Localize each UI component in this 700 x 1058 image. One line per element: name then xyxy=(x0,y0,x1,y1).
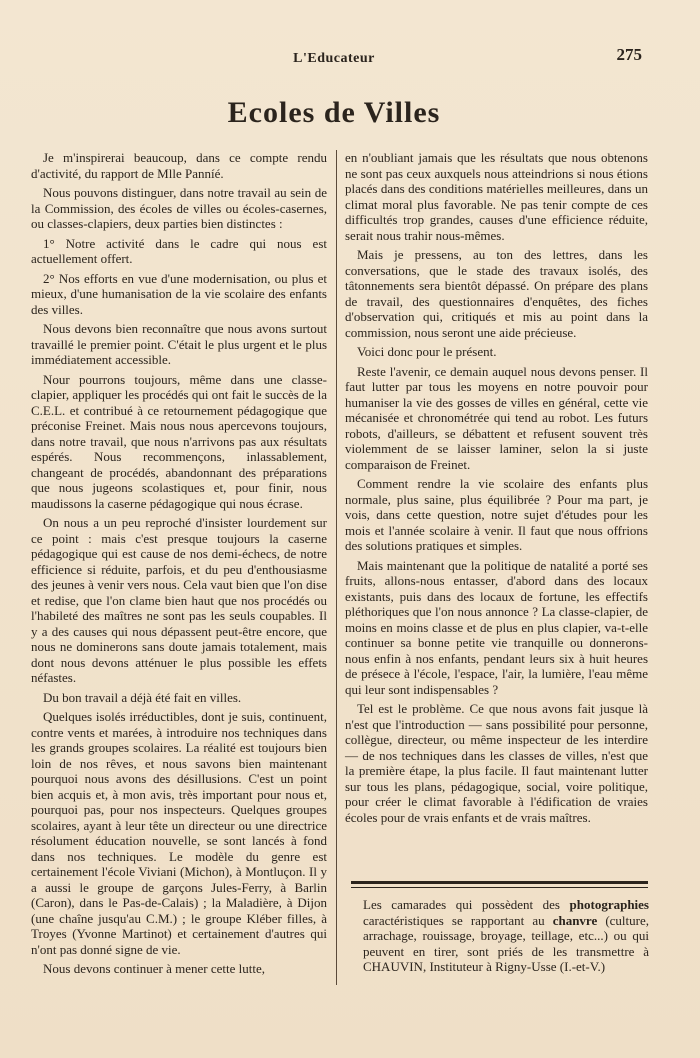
notice-box xyxy=(363,897,649,975)
paragraph: Nous devons continuer à mener cette lutte, xyxy=(43,961,266,976)
notice-text xyxy=(363,897,649,975)
paragraph: Nous devons bien reconnaître que nous avons surtout travaillé le premier point. C'était le plus urgent et le plus immédiatement accessible. xyxy=(31,321,327,367)
notice-text-part: Les camarades qui possèdent des xyxy=(363,897,570,912)
paragraph: 1° Notre activité dans le cadre qui nous est actuellement offert. xyxy=(31,235,327,266)
paragraph: Je m'inspirerai beaucoup, dans ce compte rendu d'activité, du rapport de Mlle Panníé. xyxy=(31,150,327,181)
paragraph: 2° Nos efforts en vue d'une modernisation, ou plus et mieux, d'une humanisation de la vie scolaire des enfants des villes. xyxy=(31,270,327,317)
paragraph: Quelques isolés irréductibles, dont je suis, continuent, contre vents et marées, à introduire nos techniques dans les grands groupes scolaires. La réalité est toujours bien loin de nos rêves, et nous savons bien maintenant pourquoi nous avons des désillusions. C'est un point bien acquis et, à mon avis, très important pour nous et, pourquoi pas, pour nos inspecteurs. Quelques groupes scolaires, ayant à leur tête un directeur ou une directrice résolument éducation nouvelle, se sont lancés à fond dans nos techniques. Le modèle du genre est certainement l'école Viviani (Michon), à Montluçon. Il y a aussi le groupe de garçons Jules-Ferry, à Barlin (Caron), dans le Pas-de-Calais) ; la Maladière, à Dijon (une chaîne jusqu'au C.M.) ; le groupe Kléber filles, à Troyes (Yvonne Martinot) et certainement d'autres qui n'ont pas donné signe de vie. xyxy=(31,709,327,957)
paragraph: Comment rendre la vie scolaire des enfants plus normale, plus saine, plus équilibrée ? Pour ma part, je vois, dans cette question, notre sujet d'études pour les mois et l'année scolaire à venir. Il faut que nous offrions des solutions pratiques et simples. xyxy=(345,476,648,553)
left-column xyxy=(31,150,327,981)
notice-text-part: caractéristiques se rapportant au xyxy=(363,912,553,928)
column-divider xyxy=(336,150,337,985)
paragraph: Du bon travail a déjà été fait en villes. xyxy=(43,689,242,705)
paragraph: en n'oubliant jamais que les résultats que nous obtenons ne sont pas ceux auxquels nous atteindrions si nous étions placés dans des conditions matérielles meilleures, dans un climat moral plus favorable. Ne pas tenir compte de ces difficultés trop grandes, causes d'une efficience réduite, serait nous trahir nous-mêmes. xyxy=(345,150,648,243)
notice-highlight: photographies xyxy=(569,897,649,912)
notice-rule-thick xyxy=(351,881,648,884)
paragraph: Mais je pressens, au ton des lettres, dans les conversations, que le stade des travaux isolés, des tâtonnements sera bientôt dépassé. On prépare des plans de travail, des questionnaires d'enquêtes, des fiches d'observation qui, critiqués et mis au point dans la commission, nous seront une aide précieuse. xyxy=(345,247,648,340)
notice-highlight: chanvre xyxy=(552,912,598,928)
page-number: 275 xyxy=(616,45,642,64)
paragraph: Reste l'avenir, ce demain auquel nous devons penser. Il faut lutter par tous les moyens en notre pouvoir pour humaniser la vie des gosses de villes en général, cette vie mécanisée et chronométrée qui tend au robot. Les futurs robots, d'ailleurs, se débattent et refusent souvent très violemment de se laisser laminer, selon la si juste comparaison de Freinet. xyxy=(345,363,648,472)
paragraph: Voici donc pour le présent. xyxy=(357,344,497,359)
notice-rule-thin xyxy=(351,887,648,888)
paragraph: Mais maintenant que la politique de natalité a porté ses fruits, allons-nous entasser, d'abord dans des locaux existants, puis dans des locaux de fortune, les effectifs pléthoriques que l'on nous annonce ? La classe-clapier, de moins en moins classe et de plus en plus clapier, va-t-elle continuer sa bonne petite vie tranquille ou donnerons-nous enfin à nos enfants, pendant leurs six à huit heures de présece à l'école, l'espace, l'air, la lumière, l'eau même qui leur sont indispensables ? xyxy=(345,557,648,697)
right-column xyxy=(345,150,648,829)
paragraph: Tel est le problème. Ce que nous avons fait jusque là n'est que l'introduction — sans possibilité pour personne, collègue, directeur, ou même inspecteur de les interdire — de nos techniques dans les classes de villes, n'est que la première étape, la plus facile. Il faut maintenant lutter sur tous les plans, pédagogique, social, voire politique, pour créer le climat favorable à l'édification de vraies écoles pour de vrais enfants et de vrais maîtres. xyxy=(345,701,648,825)
paragraph: On nous a un peu reproché d'insister lourdement sur ce point : mais c'est presque toujours la caserne pédagogique qui est cause de nos demi-échecs, de notre efficience si réduite, parfois, et du peu d'enthousiasme des jeunes à venir vers nous. Cela vaut bien que l'on dise et redise, que l'on clame bien haut que nos procédés ou l'habileté des maîtres ne sont pas les seuls coupables. Il y a des causes qui nous dépassent peut-être encore, que nous ne dominerons sans doute jamais totalement, mais dont nous devons atténuer le plus possible les effets néfastes. xyxy=(31,515,327,685)
running-head: L'Educateur xyxy=(293,51,375,66)
notice-text-part: (culture, arrachage, rouissage, broyage, teillage, etc...) ou qui peuvent en tirer, sont priés de les transmettre à CHAUVIN, Instituteur à Rigny-Usse (I.-et-V.) xyxy=(363,912,650,974)
article-title: Ecoles de Villes xyxy=(227,96,441,129)
paragraph: Nous pouvons distinguer, dans notre travail au sein de la Commission, des écoles de villes ou écoles-casernes, ou classes-clapiers, deux parties bien distinctes : xyxy=(31,185,327,231)
paragraph: Nour pourrons toujours, même dans une classe-clapier, appliquer les procédés qui ont fait le succès de la C.E.L. et contribué à ce retournement pédagogique que préconise Freinet. Mais nous nous apercevons toujours, dans notre travail, que nous n'arrivons pas aux résultats espérés. Nous recommençons, inlassablement, changeant de procédés, abandonnant des préparations que nous jugeons scolastiques et, pour finir, nous maudissons la caserne pédagogique qui nous écrase. xyxy=(31,371,327,511)
page-header xyxy=(0,45,700,75)
